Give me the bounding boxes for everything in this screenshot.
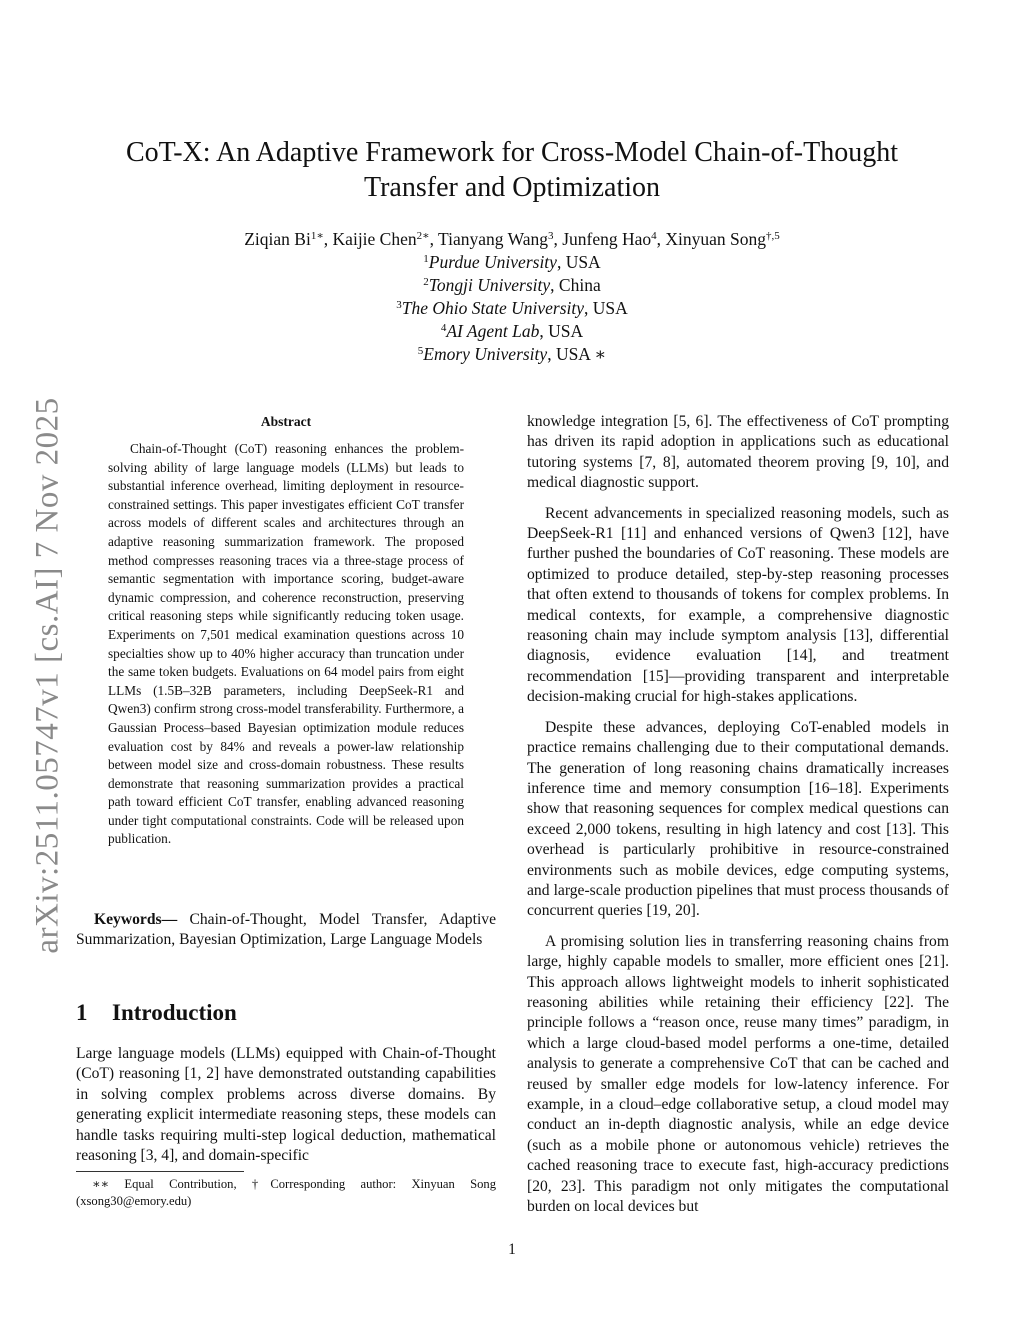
keywords xyxy=(76,910,496,951)
affiliation-institution: Tongji University xyxy=(428,275,551,295)
affiliation-country: , USA xyxy=(584,298,628,318)
affiliation-country: , USA xyxy=(556,252,601,272)
arxiv-identifier-text: arXiv:2511.05747v1 [cs.AI] 7 Nov 2025 xyxy=(29,396,66,954)
author-list: Ziqian $Bi^{1∗}$, Kaijie Chen$^{2∗}$, Tianyang Wang$^3$, Junfeng Hao$^4$, Xinyuan Song$^{\dagger,5}$ xyxy=(244,229,780,249)
author-mark: †,5 xyxy=(766,230,780,242)
affiliation xyxy=(90,251,934,274)
footnote-divider xyxy=(76,1171,244,1172)
arxiv-identifier-stamp xyxy=(18,380,78,970)
author-mark: 2∗ xyxy=(416,230,430,242)
keywords-text: Chain-of-Thought, Model Transfer, Adaptive Summarization, Bayesian Optimization, Large Language Models xyxy=(76,911,496,949)
affiliation-number: 1 xyxy=(423,253,429,265)
body-paragraph: Recent advancements in specialized reasoning models, such as DeepSeek-R1 [11] and enhanced versions of Qwen3 [12], have further pushed the boundaries of CoT reasoning. These models are optimized to produce detailed, step-by-step reasoning processes that often extend to thousands of tokens for complex problems. In medical contexts, for example, a comprehensive diagnostic reasoning chain may include symptom analysis [13], differential diagnosis, evidence evaluation [14], and treatment recommendation [15]—providing transparent and interpretable decision-making crucial for high-stakes applications. xyxy=(527,504,949,706)
footnote: ∗∗ Equal Contribution, †Corresponding author: Xinyuan Song (xsong30@emory.edu) xyxy=(76,1177,496,1208)
abstract-heading: Abstract xyxy=(260,414,312,429)
paper-title xyxy=(90,135,934,205)
author-name: Kaijie Chen xyxy=(332,229,417,249)
affiliation xyxy=(90,343,934,366)
affiliation-number: 3 xyxy=(396,299,402,311)
affiliation-country: , USA xyxy=(539,321,584,341)
affiliation xyxy=(90,320,934,343)
author-name: Tianyang Wang xyxy=(438,229,548,249)
affiliation-number: 5 xyxy=(417,345,424,357)
affiliation-institution: Purdue University xyxy=(428,252,557,272)
paper-title-line-2: Transfer and Optimization xyxy=(363,172,661,203)
paper-title-line-1: CoT-X: An Adaptive Framework for Cross-Model Chain-of-Thought xyxy=(126,137,898,168)
section-title: Introduction xyxy=(112,1000,237,1025)
author-mark: 3 xyxy=(547,230,554,242)
body-paragraph: Despite these advances, deploying CoT-enabled models in practice remains challenging due to their computational demands. The generation of long reasoning chains dramatically increases inference time and memory consumption [16–18]. Experiments show that reasoning sequences for complex medical questions can exceed 2,000 tokens, resulting in high latency and cost [13]. This overhead is particularly prohibitive in resource-constrained environments such as mobile devices, edge computing systems, and large-scale production pipelines that must process thousands of concurrent queries [19, 20]. xyxy=(527,718,949,920)
section-number: 1 xyxy=(76,1000,88,1025)
affiliation xyxy=(90,297,934,320)
affiliation-institution: Emory University xyxy=(423,344,548,364)
body-paragraph: knowledge integration [5, 6]. The effectiveness of CoT prompting has driven its rapid adoption in applications such as educational tutoring systems [7, 8], automated theorem proving [9, 10], and medical diagnostic support. xyxy=(527,413,949,492)
affiliation-country: , USA ∗ xyxy=(547,344,607,364)
affiliation xyxy=(90,274,934,297)
affiliation-number: 4 xyxy=(440,322,447,334)
author-mark: 4 xyxy=(651,230,657,242)
affiliation-country: , China xyxy=(550,275,601,295)
affiliation-institution: AI Agent Lab xyxy=(446,321,540,341)
author-name: Junfeng Hao xyxy=(562,229,652,249)
right-column xyxy=(527,412,949,1227)
page-number: 1 xyxy=(508,1241,516,1258)
affiliation-number: 2 xyxy=(423,276,429,288)
intro-paragraph: Large language models (LLMs) equipped with Chain-of-Thought (CoT) reasoning [1, 2] have demonstrated outstanding capabilities in solving complex problems across diverse domains. By generating explicit intermediate reasoning steps, these models can handle tasks requiring multi-step logical deduction, mathematical reasoning [3, 4], and domain-specific xyxy=(76,1045,496,1165)
keywords-label: Keywords— xyxy=(94,911,178,928)
body-paragraph: A promising solution lies in transferring reasoning chains from large, highly capable models to smaller, more efficient ones [21]. This approach allows lightweight models to inherit sophisticated reasoning abilities while retaining their efficiency [22]. The principle follows a “reason once, reuse many times” paradigm, in which a large cloud-based model performs a one-time, detailed analysis to generate a comprehensive CoT that can be cached and reused by smaller edge models for low-latency inference. For example, in a cloud–edge collaborative setup, a cloud model may conduct an in-depth diagnostic analysis, while an edge device (such as a mobile phone or autonomous vehicle) retrieves the cached reasoning trace to execute fast, high-accuracy predictions [20, 23]. This paradigm not only mitigates the computational burden on local devices but xyxy=(527,932,949,1216)
abstract-text: Chain-of-Thought (CoT) reasoning enhances the problem-solving ability of large language models (LLMs) but leads to substantial inference overhead, limiting deployment in resource-constrained settings. This paper investigates efficient CoT transfer across models of different scales and architectures through an adaptive reasoning summarization framework. The proposed method compresses reasoning traces via a three-stage process of semantic segmentation with importance scoring, budget-aware dynamic compression, and coherence reconstruction, preserving critical reasoning steps while significantly reducing token usage. Experiments on 7,501 medical examination questions across 10 specialties show up to 40% higher accuracy than truncation under the same token budgets. Evaluations on 64 model pairs from eight LLMs (1.5B–32B parameters, including DeepSeek-R1 and Qwen3) confirm strong cross-model transferability. Furthermore, a Gaussian Process–based Bayesian optimization module reduces evaluation cost by 84% and reveals a power-law relationship between model size and cross-domain robustness. These results demonstrate that reasoning summarization provides a practical path toward efficient CoT transfer, enabling advanced reasoning under tight computational constraints. Code will be released upon publication. xyxy=(108,441,464,847)
author-name: Ziqian Bi xyxy=(244,229,311,249)
author-mark: 1∗ xyxy=(310,230,324,242)
affiliation-institution: The Ohio State University xyxy=(401,298,584,318)
section-heading xyxy=(76,1000,237,1026)
author-name: Xinyuan Song xyxy=(665,229,767,249)
